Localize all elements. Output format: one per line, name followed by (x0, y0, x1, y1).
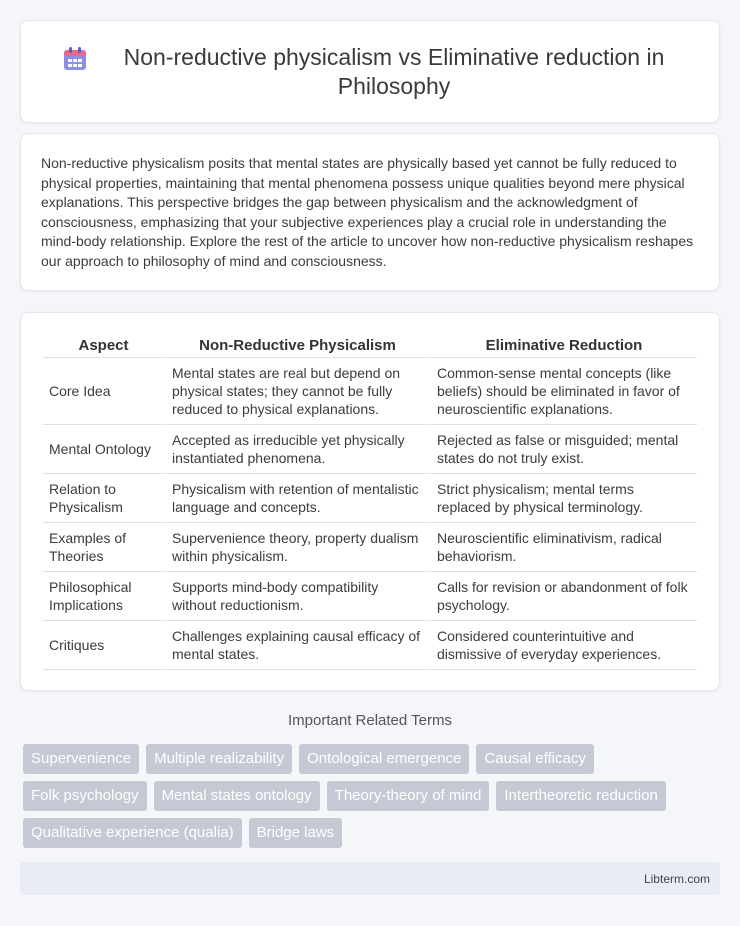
header-eliminative: Eliminative Reduction (429, 333, 697, 358)
non-reductive-cell: Mental states are real but depend on physical states; they cannot be fully reduced to physical explanations. (164, 358, 429, 425)
related-term-tag[interactable]: Theory-theory of mind (327, 781, 490, 811)
related-term-tag[interactable]: Ontological emergence (299, 744, 469, 774)
header-non-reductive: Non-Reductive Physicalism (164, 333, 429, 358)
related-term-tag[interactable]: Mental states ontology (154, 781, 320, 811)
eliminative-cell: Neuroscientific eliminativism, radical behaviorism. (429, 523, 697, 572)
aspect-cell: Mental Ontology (43, 425, 164, 474)
header-aspect: Aspect (43, 333, 164, 358)
comparison-table (43, 333, 697, 670)
related-terms-heading: Important Related Terms (288, 712, 452, 729)
eliminative-cell: Strict physicalism; mental terms replaced by physical terminology. (429, 474, 697, 523)
aspect-cell: Critiques (43, 621, 164, 670)
intro-paragraph: Non-reductive physicalism posits that mental states are physically based yet cannot be fully reduced to physical properties, maintaining that mental phenomena possess unique qualities beyond mere physical explanations. This perspective bridges the gap between physicalism and the acknowledgment of consciousness, emphasizing that your subjective experiences play a crucial role in understanding the mind-body relationship. Explore the rest of the article to uncover how non-reductive physicalism reshapes our approach to philosophy of mind and consciousness. (41, 155, 694, 269)
title-card (20, 20, 720, 123)
related-term-tag[interactable]: Multiple realizability (146, 744, 292, 774)
intro-card (20, 133, 720, 291)
table-row (43, 523, 697, 572)
comparison-table-card (20, 312, 720, 691)
page-title: Non-reductive physicalism vs Eliminative reduction in Philosophy (123, 43, 665, 99)
non-reductive-cell: Physicalism with retention of mentalistic language and concepts. (164, 474, 429, 523)
table-row (43, 474, 697, 523)
related-term-tag[interactable]: Qualitative experience (qualia) (23, 818, 242, 848)
related-terms-list (23, 744, 723, 855)
related-term-tag[interactable]: Intertheoretic reduction (496, 781, 665, 811)
footer (20, 862, 720, 895)
eliminative-cell: Considered counterintuitive and dismissive of everyday experiences. (429, 621, 697, 670)
eliminative-cell: Common-sense mental concepts (like beliefs) should be eliminated in favor of neuroscientific explanations. (429, 358, 697, 425)
eliminative-cell: Rejected as false or misguided; mental states do not truly exist. (429, 425, 697, 474)
related-term-tag[interactable]: Bridge laws (249, 818, 343, 848)
related-term-tag[interactable]: Supervenience (23, 744, 139, 774)
table-row (43, 425, 697, 474)
aspect-cell: Examples of Theories (43, 523, 164, 572)
calendar-icon (61, 45, 89, 73)
table-header-row (43, 333, 697, 358)
related-term-tag[interactable]: Folk psychology (23, 781, 147, 811)
table-row (43, 621, 697, 670)
non-reductive-cell: Accepted as irreducible yet physically instantiated phenomena. (164, 425, 429, 474)
related-term-tag[interactable]: Causal efficacy (476, 744, 593, 774)
non-reductive-cell: Supervenience theory, property dualism within physicalism. (164, 523, 429, 572)
table-row (43, 572, 697, 621)
aspect-cell: Core Idea (43, 358, 164, 425)
non-reductive-cell: Supports mind-body compatibility without reductionism. (164, 572, 429, 621)
aspect-cell: Philosophical Implications (43, 572, 164, 621)
aspect-cell: Relation to Physicalism (43, 474, 164, 523)
table-row (43, 358, 697, 425)
non-reductive-cell: Challenges explaining causal efficacy of mental states. (164, 621, 429, 670)
eliminative-cell: Calls for revision or abandonment of folk psychology. (429, 572, 697, 621)
footer-site-link[interactable]: Libterm.com (643, 871, 710, 886)
